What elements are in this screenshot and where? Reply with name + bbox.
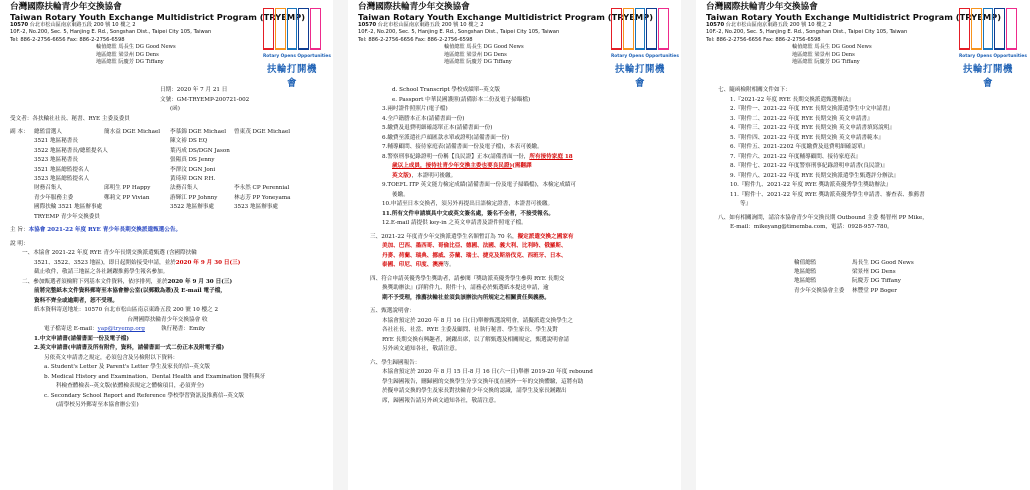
cc-cell: 3523 地區總監提名人	[34, 176, 90, 183]
doc-5: 5.繳費及退費明細確認單正本(請備書面一份)	[382, 125, 493, 131]
item-5-line2: 各社社長、社當、RYE 主委及顧問、社執行秘書、學生家長、學生及對	[382, 327, 558, 333]
item-4-line1: 四、符合申請英優秀學生獎助者，請參閱『獎助派英優秀學生參與 RYE 長期交	[370, 275, 565, 282]
cc-cell	[104, 156, 170, 165]
item-5-line4: 另外函文通知各社，敬請注意。	[382, 346, 461, 352]
cc-cell	[234, 175, 310, 184]
doc-8-cont: 歲以上成員，接待社青少年交換主委也要良民證)(需翻譯	[392, 163, 532, 169]
org-name-zh: 台灣國際扶輪青少年交換協會	[10, 2, 122, 12]
address-zh: 10570 台北市松山區南京東路五段 200 號 10 樓之 2	[10, 22, 136, 28]
cc-cell	[234, 137, 310, 146]
cc-cell: 3522 地區辦事處	[170, 204, 214, 211]
doc-8: 8.警察刑事紀錄證明一份稱【良民證】正本(請備書面一份，所有接待家庭 18	[382, 153, 573, 160]
cc-cell	[170, 213, 234, 222]
doc-2c: c. Secondary School Report and Reference 學校學習資訊及推薦信--英文版	[44, 392, 245, 399]
doc-2b: b. Medical History and Examination、Dental Health and Examination 醫科與牙	[44, 373, 266, 380]
cc-cell: 3522 地區秘書長/總監提名人	[34, 147, 108, 154]
cc-cell: 張陽真 DS Jenny	[170, 157, 215, 164]
attachment-10: 10.『附件九、2021-22 年度 RYE 獎助派英優秀學生獎助辦法』	[730, 182, 892, 188]
item-6-line4: 席，歸國報告請另外函文通知各社，敬請注意。	[382, 397, 500, 404]
cc-cell: 3521 地區秘書長	[34, 138, 78, 145]
cc-table	[34, 128, 310, 222]
letter-type: (函)	[170, 106, 180, 112]
letterhead	[10, 2, 331, 89]
signer-name: 林豐堂 PP Boger	[852, 287, 897, 294]
item-1-line1: 一、本協會 2021-22 年度 RYE 青少年長期交換派遣甄選 (含國際扶輪	[22, 250, 197, 257]
cc-cell: 李永然 CP Perennial	[234, 185, 290, 192]
doc-2-note: 另依英文申請書之規定，必須包含及另檢附以下資料：	[44, 354, 179, 361]
cc-block: 副 本： 總監當選人 簡水益 DGE Michael 李慕錦 DGE Michael 曾東茂 DGE Michael 3521 地區秘書長 陳文裕 DS EQ 3522 地區秘書長/總監提名人 葉丙成 DS/DGN Jason 3523 地區秘書長 張陽真 DS Jenny 3521 地區總監提名人 李澤汶 DGN Joni 3523 地區總監提名人 黃琦璋 DGN P.H. 財務召集人 邱明生 PP Happy 法務召集人 李永然 CP Perennial 青少年服務主委 鄭莉文 PP Vivian 游輝江 PP Johnny 林志芳 PP Yoneyama 國際扶輪 3521 地區辦事處 3522 地區辦事處 3523 地區辦事處 TRYEMP 青少年交換委員	[10, 128, 325, 222]
letterhead: 台灣國際扶輪青少年交換協會 Taiwan Rotary Youth Exchange Multidistrict Program (TRYEMP) 10570 台北市松山區南京東路五段 200 號 10 樓之 2 10F.-2, No.200, Sec. 5, Hanjing E. Rd., Songshan Dist., Taipei City 105, Taiwan Tel: 886-2-2756-6656 Fax: 886-2-2756-6598 輪值總監 馬長生 DG Good News 地區總監 梁景州 DG Dens 地區總監 阮慶芳 DG Tiffany Rotary Opens Opportunities 扶輪打開機會	[358, 2, 679, 89]
email-link[interactable]: yap@tryemp.org	[97, 326, 145, 333]
doc-1: 1.中文申請書(請備書面一份及電子檔)	[34, 335, 130, 342]
email-line: 電子檔寄送 E-mail：yap@tryemp.org 執行秘書：Emily	[44, 326, 206, 333]
doc-10: 10.申請至日本交換者，須另外再提出日語檢定證書，本證書可後繳。	[382, 201, 554, 207]
attachment-9: 9.『附件八、2021-22 年度 RYE 長期交換派遣學生甄選評分辦法』	[730, 172, 899, 179]
cc-cell: 曾東茂 DGE Michael	[234, 129, 291, 135]
cc-cell	[234, 166, 310, 175]
letterhead: 台灣國際扶輪青少年交換協會 Taiwan Rotary Youth Exchange Multidistrict Program (TRYEMP) 10570 台北市松山區南京東路五段 200 號 10 樓之 2 10F.-2, No.200, Sec. 5, Hanjing E. Rd., Songshan Dist., Taipei City 105, Taiwan Tel: 886-2-2756-6656 Fax: 886-2-2756-6598 輪值總監 馬長生 DG Good News 地區總監 梁景州 DG Dens 地區總監 阮慶芳 DG Tiffany Rotary Opens Opportunities 扶輪打開機會	[706, 2, 1027, 89]
item-6-line3: 於擬申請交換的學生及家長對扶輪青少年交換的認識，請學生及家長踴躍出	[382, 388, 567, 394]
cc-cell	[104, 213, 170, 222]
signer-name: 馬長生 DG Good News	[852, 259, 914, 266]
cc-cell: 法務召集人	[170, 185, 198, 192]
rotary-doors-logo: Rotary Opens Opportunities 扶輪打開機會	[611, 8, 669, 82]
cc-cell	[104, 166, 170, 175]
cc-cell	[104, 203, 170, 212]
cc-cell: 3521 地區總監提名人	[34, 166, 90, 173]
attachment-11: 11.『附件十、2021-22 年度 RYE 獎助派英優秀學生申請書、審查表、推薦書	[730, 191, 925, 198]
attachment-7: 7.『附件六、2021-22 年度輔導顧問、接待家庭表』	[730, 153, 862, 160]
cc-cell	[104, 175, 170, 184]
doc-12: 12.E-mail 請提供 key-in 之英文申請書及證件照電子檔。	[382, 220, 527, 226]
recipients: 受文者：各扶輪社社長、秘書、RYE 主委及委員	[10, 115, 130, 122]
doc-6: 6.繳費至派遣社戶頭匯款水單或證明(請備書面一份)	[382, 134, 510, 141]
cc-cell: 3523 地區辦事處	[234, 204, 278, 211]
cc-cell: 國際扶輪 3521 地區辦事處	[34, 204, 103, 211]
attachment-3: 3.『附件二、2021-22 年度 RYE 長期交換 英文申請書』	[730, 115, 873, 122]
doc-2a: a. Student's Letter 及 Parent's Letter 學生及家長的信--英文版	[44, 364, 211, 371]
letter-date: 日期：2020 年 7 月 21 日	[160, 87, 228, 93]
attachment-6: 6.『附件五、2021-2202 年度繳費及退費明細確認單』	[730, 144, 869, 150]
item-3: 三、2021-22 年度青少年交換派遣學生名額暫訂為 70 名，擬定派遣交換之國家有	[370, 233, 574, 240]
doc-3: 3.兩吋證件照照片(電子檔)	[382, 106, 448, 112]
item-2-line1: 二、參加甄選者須檢附下列基本文件資料，依序排列，並於2020 年 9 月 30 日(三)	[22, 278, 233, 285]
letter-page-3	[696, 0, 1029, 490]
attachment-11-cont: 等』	[740, 201, 752, 207]
item-7-title: 七、隨函檢附相關文件如下：	[718, 87, 791, 93]
cc-cell: 鄭莉文 PP Vivian	[104, 194, 150, 201]
cc-cell	[234, 147, 310, 156]
item-5-line3: RYE 長期交換有興趣者，踴躍出席，以了解甄選及相關規定，甄選說明會請	[382, 336, 570, 343]
attachment-4: 4.『附件三、2021-22 年度 RYE 長期交換 英文申請書填寫說明』	[730, 125, 895, 131]
cc-cell: 葉丙成 DS/DGN Jason	[170, 147, 230, 154]
doc-9-cont: 後繳。	[392, 191, 409, 198]
signer-name: 梁景州 DG Dens	[852, 268, 896, 275]
cc-cell: 林志芳 PP Yoneyama	[234, 194, 291, 201]
cc-cell: 青少年服務主委	[34, 194, 74, 201]
signer-title: 輪值總監	[794, 259, 817, 266]
explain-label: 說 明：	[10, 240, 29, 247]
cc-cell	[234, 156, 310, 165]
item-8-line2: E-mail：mikeyang@timemba.com，電話：0928-957-780。	[730, 224, 893, 230]
signer-title: 地區總監	[794, 278, 817, 285]
item-4-line3: 期不予受理，推薦扶輪社並須負該辦法內所規定之相關責任與義務。	[382, 294, 550, 301]
subject: 主 旨：本協會 2021-22 年度 RYE 青少年長期交換派遣甄選公告。	[10, 227, 182, 234]
cc-cell	[104, 137, 170, 146]
item-1-line2: 3521、3522、3523 地區)，即日起開始接受申請，並於2020 年 9 月 30 日(三)	[34, 259, 241, 266]
doc-2e: e. Passport 中華民國護照(請備影本二份及電子掃瞄檔)	[392, 96, 531, 103]
item-3-countries-2: 丹麥、荷蘭、瑞典、挪威、芬蘭、瑞士、捷克及斯洛伐克、西班牙、日本、	[382, 252, 567, 259]
cc-cell: 3523 地區秘書長	[34, 157, 78, 164]
tel-fax: Tel: 886-2-2756-6656 Fax: 886-2-2756-6598	[10, 36, 125, 43]
mailing-address: 紙本資料寄送地址：10570 台北市松山區南京東路五段 200 號 10 樓之 2	[34, 307, 219, 314]
item-5-title: 五、甄選說明會：	[370, 308, 415, 314]
item-1-line3: 截止收件，敬請三地區之各社踴躍推薦學生報名參加。	[34, 269, 169, 276]
item-2-line2: 前將完整紙本文件資料郵寄至本協會辦公室(以郵戳為憑)及 E-mail 電子檔，	[34, 288, 226, 295]
item-8-line1: 八、如有相關詢問，請洽本協會青少年交換長期 Outbound 主委 楊智州 PP Mike，	[718, 214, 928, 221]
doc-8-cont2: 英文版)，本證明可後繳。	[392, 172, 457, 179]
cc-cell: 李澤汶 DGN Joni	[170, 166, 216, 173]
doors-icon	[263, 8, 321, 50]
cc-cell: 李慕錦 DGE Michael	[170, 129, 227, 135]
item-3-countries-1: 美加、巴西、墨西哥、哥倫比亞、德國、法國、義大利、比利時、俄羅斯、	[382, 243, 567, 249]
mailing-recipient: 台灣國際扶輪青少年交換協會 收	[127, 316, 208, 323]
cc-cell: 邱明生 PP Happy	[104, 185, 151, 192]
doors-icon	[611, 8, 669, 50]
doc-2c-cont: (請學校另外郵寄至本協會辦公室)	[56, 402, 139, 409]
governor-list: 輪值總監 馬長生 DG Good News 地區總監 梁景州 DG Dens 地區總監 阮慶芳 DG Tiffany	[96, 44, 176, 66]
signer-title: 青少年交換協會主委	[794, 287, 845, 294]
item-4-line2: 換獎助辦法』(詳附件九、附件十)，請務必於甄選紙本提送申請，逾	[382, 285, 549, 291]
doc-7: 7.輔導顧問、接待家庭表(請備書面一份及電子檔)，本表可後繳。	[382, 144, 543, 150]
item-6-line2: 學生歸國報告，刪歸國的交換學生分享交換年度在國外一年的交換體驗，這將有助	[382, 378, 584, 385]
item-2-line3: 資料不齊全或逾期者，恕不受理。	[34, 297, 118, 304]
doc-2d: d. School Transcript 學校成績單--英文版	[392, 87, 500, 93]
cc-cell	[234, 213, 310, 222]
cc-cell: 游輝江 PP Johnny	[170, 194, 218, 201]
cc-cell: 陳文裕 DS EQ	[170, 138, 208, 145]
item-3-countries-3: 泰國、印尼、印度、澳洲等。	[382, 262, 455, 268]
doc-9: 9.TOEFL ITP 英文能力檢定成績(請備書面一份及電子掃瞄檔)，本檢定成績可	[382, 182, 576, 188]
doc-number: 文號：GM-TRYEMP-200721-002	[160, 96, 250, 103]
attachment-2: 2.『附件一、2021-22 年度 RYE 長期交換派遣學生中文申請書』	[730, 106, 894, 112]
doc-4: 4.全戶籍謄本正本(請備書面一份)	[382, 115, 465, 122]
item-5-line1: 本協會預定於 2020 年 8 月 16 日(日)舉辦甄選說明會，請擬派遣交換學生之	[382, 317, 573, 324]
cc-cell: TRYEMP 青少年交換委員	[34, 213, 100, 220]
address-en: 10F.-2, No.200, Sec. 5, Hanjing E. Rd., Songshan Dist., Taipei City 105, Taiwan	[10, 29, 212, 36]
doc-2b-cont: 科檢查體檢表--英文版(依體檢表規定之體檢項目，必須齊全)	[56, 383, 204, 390]
cc-cell: 財務召集人	[34, 185, 62, 192]
doors-icon	[959, 8, 1017, 50]
attachment-5: 5.『附件四、2021-22 年度 RYE 長期交換 英文申請書範本』	[730, 134, 884, 141]
item-6-line1: 本協會預定於 2020 年 8 月 15 日-8 月 16 日(六一日)舉辦 2019-20 年度 rebound	[382, 369, 593, 375]
cc-cell: 簡水益 DGE Michael	[104, 129, 161, 135]
rotary-doors-logo: Rotary Opens Opportunities 扶輪打開機會	[263, 8, 321, 82]
cc-cell: 黃琦璋 DGN P.H.	[170, 176, 216, 183]
cc-cell	[104, 147, 170, 156]
signer-name: 阮慶芳 DG Tiffany	[852, 278, 901, 285]
signature-block	[794, 259, 1021, 297]
letter-page-1	[0, 0, 333, 490]
attachment-8: 8.『附件七、2021-22 年度警察刑事紀錄證明申請書(良民證)』	[730, 163, 888, 169]
doc-2: 2.英文申請書(申請書及所有附件，資料，請備書面一式二份正本及附電子檔)	[34, 345, 225, 352]
doc-11: 11.所有文件申請填具中文或英文簽名處，簽名不全者，不接受報名。	[382, 210, 554, 217]
item-6-title: 六、學生歸國報告：	[370, 359, 421, 366]
letter-page-2	[348, 0, 681, 490]
org-name-en: Taiwan Rotary Youth Exchange Multidistrict Program (TRYEMP)	[10, 12, 305, 22]
attachment-1: 1.『2021-22 年度 RYE 長期交換派遣甄選辦法』	[730, 96, 855, 103]
cc-cell: 總監當選人	[34, 129, 62, 135]
signer-title: 地區總監	[794, 268, 817, 275]
rotary-doors-logo: Rotary Opens Opportunities 扶輪打開機會	[959, 8, 1017, 82]
